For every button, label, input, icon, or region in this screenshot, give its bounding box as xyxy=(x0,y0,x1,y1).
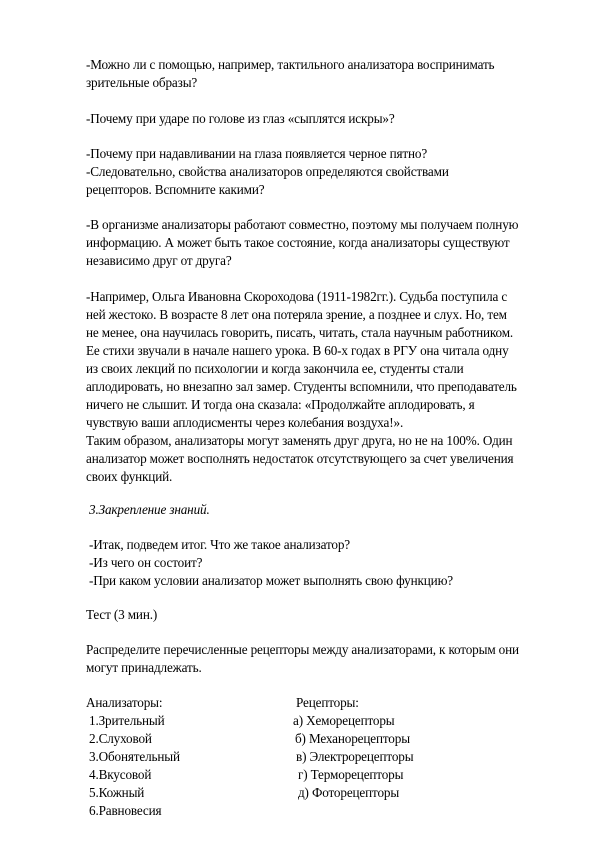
story-line-10: анализатор может восполнять недостаток отсутствующего за счет увеличения xyxy=(86,451,514,466)
receptor-item: д) Фоторецепторы xyxy=(298,785,400,800)
instruction-line-2: могут принадлежать. xyxy=(86,660,202,675)
story-line-1: -Например, Ольга Ивановна Скороходова (1911-1982гг.). Судьба поступила с xyxy=(86,289,508,304)
analyzer-item: 6.Равновесия xyxy=(89,803,162,818)
story-line-6: аплодировать, но внезапно зал замер. Студенты вспомнили, что преподаватель xyxy=(86,379,517,394)
receptor-item: б) Механорецепторы xyxy=(295,731,410,746)
receptors-header: Рецепторы: xyxy=(296,695,359,710)
story-line-9: Таким образом, анализаторы могут заменять друг друга, но не на 100%. Один xyxy=(86,433,513,448)
question-joint-work-line-1: -В организме анализаторы работают совместно, поэтому мы получаем полную xyxy=(86,217,519,232)
story-line-8: чувствую ваши аплодисменты через колебания воздуха!». xyxy=(86,415,404,430)
question-black-spot-line-1: -Почему при надавливании на глаза появляется черное пятно? xyxy=(86,146,428,161)
analyzer-item: 4.Вкусовой xyxy=(89,767,152,782)
question-tactile-line-1: -Можно ли с помощью, например, тактильного анализатора воспринимать xyxy=(86,57,495,72)
receptor-item: г) Терморецепторы xyxy=(298,767,404,782)
summary-question-1: -Итак, подведем итог. Что же такое анализатор? xyxy=(89,537,350,552)
question-black-spot-line-2: -Следовательно, свойства анализаторов определяются свойствами xyxy=(86,164,449,179)
receptor-item: а) Хеморецепторы xyxy=(293,713,395,728)
analyzer-item: 3.Обонятельный xyxy=(89,749,180,764)
story-line-11: своих функций. xyxy=(86,469,173,484)
summary-question-2: -Из чего он состоит? xyxy=(89,555,203,570)
question-joint-work-line-3: независимо друг от друга? xyxy=(86,253,232,268)
question-joint-work-line-2: информацию. А может быть такое состояние, когда анализаторы существуют xyxy=(86,235,510,250)
story-line-2: ней жестоко. В возрасте 8 лет она потеряла зрение, а позднее и слух. Но, тем xyxy=(86,307,507,322)
analyzer-item: 5.Кожный xyxy=(89,785,145,800)
section-heading: 3.Закрепление знаний. xyxy=(89,502,210,517)
question-sparks: -Почему при ударе по голове из глаз «сыплятся искры»? xyxy=(86,111,395,126)
question-black-spot-line-3: рецепторов. Вспомните какими? xyxy=(86,182,265,197)
question-tactile-line-2: зрительные образы? xyxy=(86,75,198,90)
receptor-item: в) Электрорецепторы xyxy=(296,749,414,764)
analyzers-header: Анализаторы: xyxy=(86,695,163,710)
test-label: Тест (3 мин.) xyxy=(86,607,158,622)
instruction-line-1: Распределите перечисленные рецепторы между анализаторами, к которым они xyxy=(86,642,519,657)
story-line-4: Ее стихи звучали в начале нашего урока. В 60-х годах в РГУ она читала одну xyxy=(86,343,509,358)
story-line-7: ничего не слышит. И тогда она сказала: «Продолжайте аплодировать, я xyxy=(86,397,475,412)
analyzer-item: 1.Зрительный xyxy=(89,713,165,728)
story-line-5: из своих лекций по психологии и когда закончила ее, студенты стали xyxy=(86,361,464,376)
summary-question-3: -При каком условии анализатор может выполнять свою функцию? xyxy=(89,573,453,588)
analyzer-item: 2.Слуховой xyxy=(89,731,152,746)
story-line-3: не менее, она научилась говорить, писать, читать, стала научным работником. xyxy=(86,325,514,340)
